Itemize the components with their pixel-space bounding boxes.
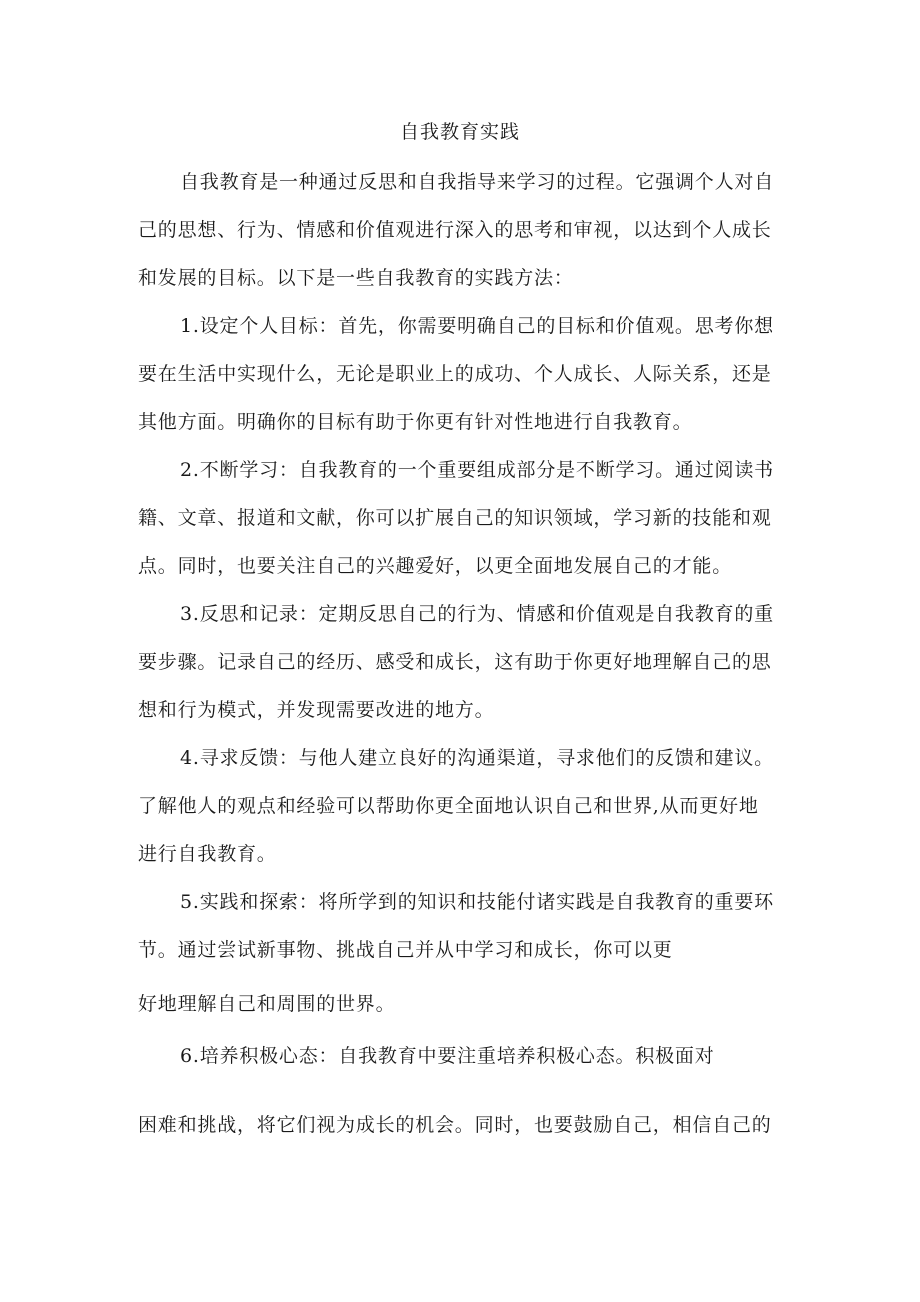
paragraph-1-line-1: 自我教育是一种通过反思和自我指导来学习的过程。它强调个人对自 <box>180 171 775 193</box>
paragraph-5-line-3: 进行自我教育。 <box>138 843 277 865</box>
paragraph-1-line-2: 己的思想、行为、情感和价值观进行深入的思考和审视，以达到个人成长 <box>138 219 772 241</box>
paragraph-6-line-2: 节。通过尝试新事物、挑战自己并从中学习和成长，你可以更 <box>138 939 673 961</box>
paragraph-4-line-2: 要步骤。记录自己的经历、感受和成长，这有助于你更好地理解自己的思 <box>138 651 772 673</box>
paragraph-6-line-3: 好地理解自己和周围的世界。 <box>138 993 396 1015</box>
paragraph-4-line-1: 3.反思和记录：定期反思自己的行为、情感和价值观是自我教育的重 <box>180 603 774 625</box>
paragraph-2-line-3: 其他方面。明确你的目标有助于你更有针对性地进行自我教育。 <box>138 411 693 433</box>
paragraph-1-line-3: 和发展的目标。以下是一些自我教育的实践方法： <box>138 267 574 289</box>
document-title: 自我教育实践 <box>399 121 520 143</box>
paragraph-2-line-2: 要在生活中实现什么，无论是职业上的成功、个人成长、人际关系，还是 <box>138 363 772 385</box>
paragraph-4-line-3: 想和行为模式，并发现需要改进的地方。 <box>138 699 495 721</box>
paragraph-6-line-1: 5.实践和探索：将所学到的知识和技能付诸实践是自我教育的重要环 <box>180 891 774 913</box>
paragraph-3-line-1: 2.不断学习：自我教育的一个重要组成部分是不断学习。通过阅读书 <box>180 459 774 481</box>
paragraph-3-line-3: 点。同时，也要关注自己的兴趣爱好，以更全面地发展自己的才能。 <box>138 555 733 577</box>
paragraph-5-line-1: 4.寻求反馈：与他人建立良好的沟通渠道，寻求他们的反馈和建议。 <box>180 747 774 769</box>
paragraph-7-line-2: 困难和挑战，将它们视为成长的机会。同时，也要鼓励自己，相信自己的 <box>138 1114 772 1136</box>
paragraph-7-line-1: 6.培养积极心态：自我教育中要注重培养积极心态。积极面对 <box>180 1045 715 1067</box>
paragraph-2-line-1: 1.设定个人目标：首先，你需要明确自己的目标和价值观。思考你想 <box>180 315 774 337</box>
paragraph-3-line-2: 籍、文章、报道和文献，你可以扩展自己的知识领域，学习新的技能和观 <box>138 507 772 529</box>
paragraph-5-line-2: 了解他人的观点和经验可以帮助你更全面地认识自己和世界,从而更好地 <box>138 795 759 817</box>
